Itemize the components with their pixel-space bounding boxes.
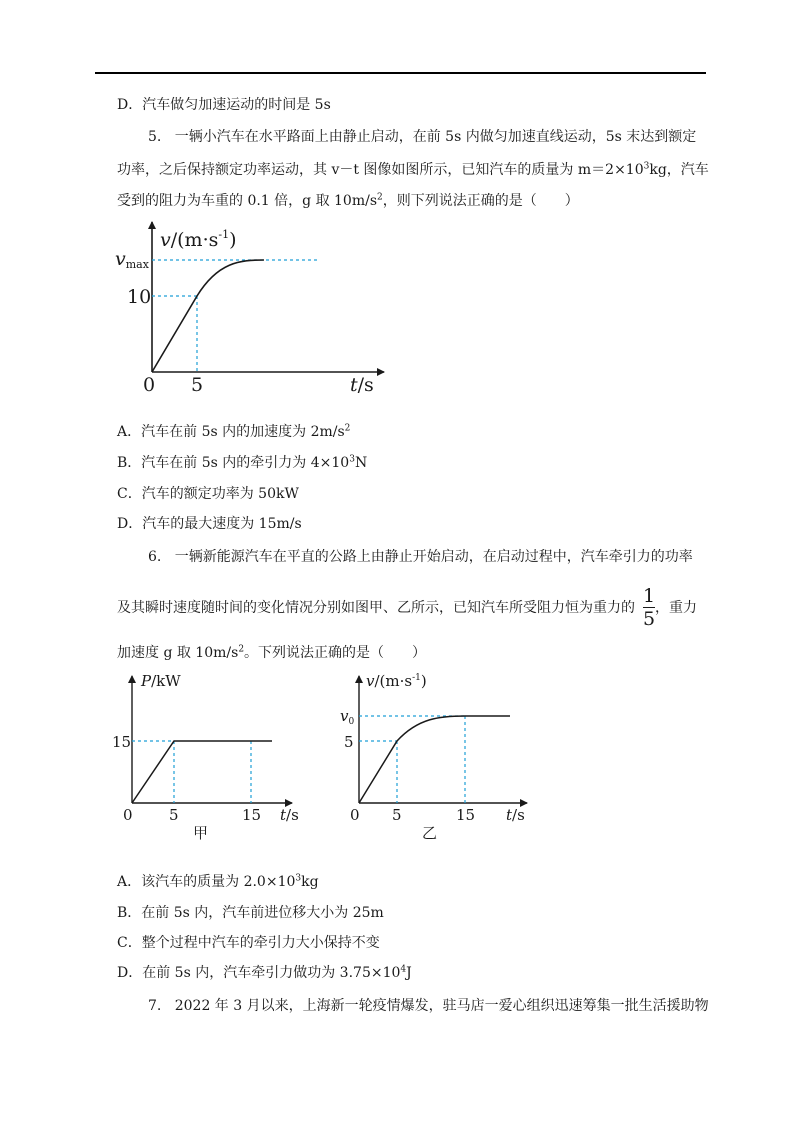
q5-stem-line-3: 受到的阻力为车重的 0.1 倍，g 取 $10m/s^2$，则下列说法正确的是（ ） xyxy=(117,192,579,209)
yi-tick-5: 5 xyxy=(392,806,402,824)
fig-yi-velocity-chart xyxy=(340,672,527,842)
yi-v0-label: $v_0$ xyxy=(340,707,355,727)
q6-option-c[interactable] xyxy=(117,933,380,953)
jia-y-label: P/kW xyxy=(141,672,181,690)
q5-option-c[interactable] xyxy=(117,484,299,504)
question-number: 5. xyxy=(148,129,162,145)
option-label: C． xyxy=(117,935,142,951)
jia-tick-15y: 15 xyxy=(112,733,132,751)
option-text: 该汽车的质量为 2.0×10 xyxy=(141,874,296,890)
q6-option-a[interactable]: A．该汽车的质量为 $2.0\times 10^3kg$ xyxy=(117,873,319,890)
jia-tick-5: 5 xyxy=(169,806,179,824)
q6-stem-line-2: 及其瞬时速度随时间的变化情况分别如图甲、乙所示，已知汽车所受阻力恒为重力的 ，重力 xyxy=(117,600,697,616)
velocity-curve xyxy=(359,716,510,803)
jia-origin: 0 xyxy=(123,806,133,824)
option-text: 汽车在前 5s 内的牵引力为 4×10 xyxy=(141,455,350,471)
q6-option-d[interactable]: D．在前 5s 内，汽车牵引力做功为 $3.75\times 10^4J$ xyxy=(117,964,412,981)
header-rule xyxy=(95,72,706,74)
q5-tick-10: 10 xyxy=(127,286,152,308)
question-number: 6. xyxy=(148,549,162,565)
jia-x-label: t/s xyxy=(280,806,299,824)
yi-caption: 乙 xyxy=(422,824,438,842)
q5-origin: 0 xyxy=(143,374,156,396)
yi-tick-5y: 5 xyxy=(344,733,354,751)
option-text: 整个过程中汽车的牵引力大小保持不变 xyxy=(141,935,380,951)
q5-stem-line-2: 功率，之后保持额定功率运动，其 v－t 图像如图所示，已知汽车的质量为 $m=2\times 10^3kg$，汽车 xyxy=(117,161,709,178)
jia-tick-15: 15 xyxy=(242,806,262,824)
option-label: A． xyxy=(117,874,142,890)
option-label: D． xyxy=(117,516,143,532)
option-text: 在前 5s 内，汽车前进位移大小为 25m xyxy=(141,905,384,921)
yi-tick-15: 15 xyxy=(456,806,476,824)
q6-stem-line-3: 加速度 g 取 $10m/s^2$。下列说法正确的是（ ） xyxy=(117,644,427,661)
option-label: D． xyxy=(117,965,143,981)
q7-stem-line-1: 7. 2022 年 3 月以来，上海新一轮疫情爆发，驻马店一爱心组织迅速筹集一批生活援助物 xyxy=(148,998,709,1014)
q4-option-d[interactable] xyxy=(117,95,331,115)
q5-option-b[interactable]: B．汽车在前 5s 内的牵引力为 $4\times 10^3N$ xyxy=(117,454,368,471)
option-text: 汽车做匀加速运动的时间是 5s xyxy=(142,97,331,113)
question-number: 7. xyxy=(148,998,162,1014)
option-text: 汽车的最大速度为 15m/s xyxy=(142,516,302,532)
q6-fraction-one-fifth xyxy=(643,586,655,629)
q5-stem-line-1: 5. 一辆小汽车在水平路面上由静止启动，在前 5s 内做匀加速直线运动，5s 末达到额定 xyxy=(148,129,697,145)
q5-vmax-label: vmax xyxy=(115,248,149,271)
fig-jia-power-chart xyxy=(112,672,299,842)
q5-tick-5: 5 xyxy=(191,374,204,396)
option-label: B． xyxy=(117,905,142,921)
power-curve xyxy=(132,741,272,803)
fraction-denominator: 5 xyxy=(643,608,656,631)
fraction-numerator: 1 xyxy=(643,585,656,607)
q5-option-d[interactable] xyxy=(117,514,302,534)
q5-x-label: t/s xyxy=(350,374,374,396)
q5-curve xyxy=(152,260,264,372)
option-label: D． xyxy=(117,97,143,113)
option-text: 在前 5s 内，汽车牵引力做功为 3.75×10 xyxy=(142,965,401,981)
yi-x-label: t/s xyxy=(506,806,525,824)
jia-caption: 甲 xyxy=(193,824,209,842)
q6-stem-line-1: 6. 一辆新能源汽车在平直的公路上由静止开始启动，在启动过程中，汽车牵引力的功率 xyxy=(148,549,693,565)
yi-y-label: $v/(m\cdot s^{-1})$ xyxy=(366,672,427,690)
option-label: B． xyxy=(117,455,142,471)
q5-y-label: $v/(m\cdot s^{-1})$ xyxy=(160,228,237,251)
yi-origin: 0 xyxy=(350,806,360,824)
option-text: 汽车在前 5s 内的加速度为 2m/s xyxy=(141,424,345,440)
option-label: C． xyxy=(117,486,142,502)
q6-option-b[interactable] xyxy=(117,903,384,923)
q5-option-a[interactable]: A．汽车在前 5s 内的加速度为 $2m/s^2$ xyxy=(117,423,351,440)
option-text: 汽车的额定功率为 50kW xyxy=(141,486,299,502)
option-label: A． xyxy=(117,424,142,440)
